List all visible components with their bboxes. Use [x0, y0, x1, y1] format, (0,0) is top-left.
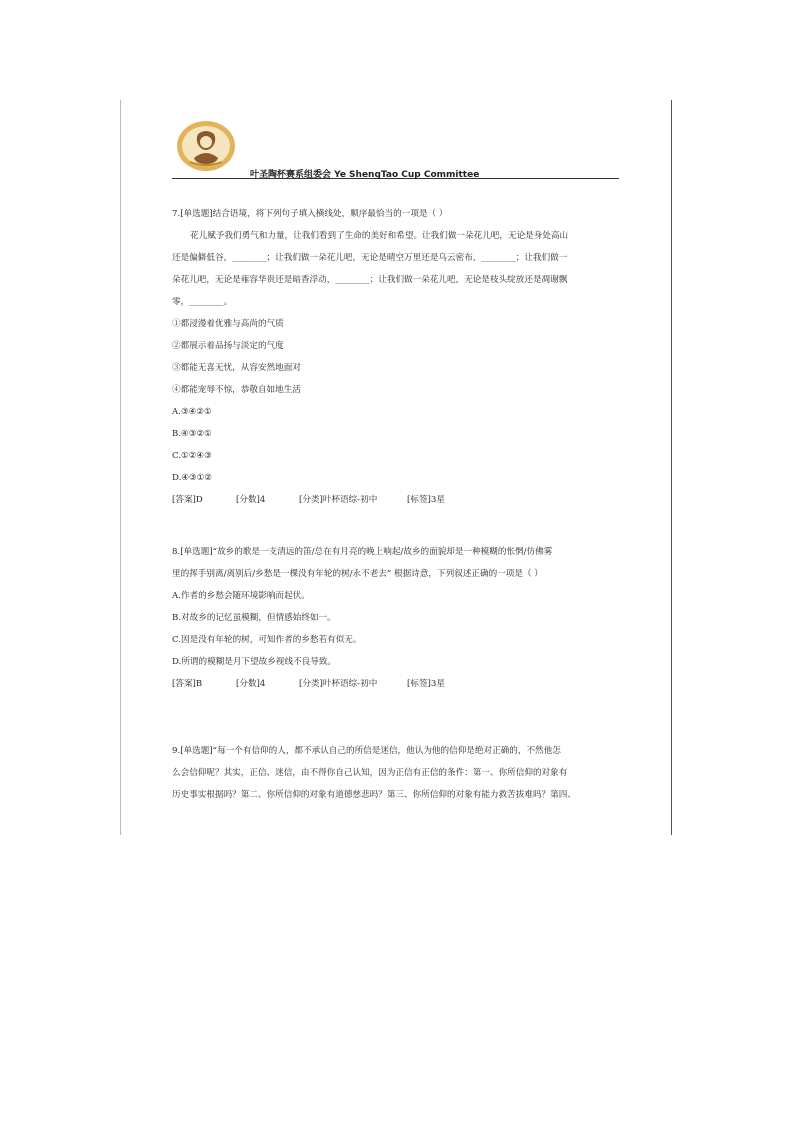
question-7-statement: ①都浸漫着优雅与高尚的气质 — [172, 319, 284, 329]
question-8-option-d: D.所谓的模糊是月下望故乡视线不良导致。 — [172, 657, 337, 667]
question-7-statement: ②都展示着品扬与淡定的气度 — [172, 341, 284, 351]
category-label: [分类]叶杯语综-初中 — [299, 679, 378, 689]
tag-label: [标签]3星 — [407, 495, 445, 505]
question-9-stem-line: 么会信仰呢？其实，正信、迷信，由不得你自己认知，因为正信有正信的条件：第一、你所信仰的对象有 — [172, 768, 568, 778]
category-label: [分类]叶杯语综-初中 — [299, 495, 378, 505]
question-8-stem-line: 里的挥手别离/离别后/乡愁是一棵没有年轮的树/永不老去” 根据诗意，下列叙述正确的一项是（ ） — [172, 569, 543, 579]
answer-label: [答案]D — [172, 495, 203, 505]
question-7-statement: ③都能无喜无忧，从容安然地面对 — [172, 363, 301, 373]
committee-logo — [176, 120, 236, 172]
question-7 — [172, 203, 622, 511]
question-7-passage-line: 朵花儿吧，无论是雍容华贵还是暗香浮动，________；让我们做一朵花儿吧，无论是枝头绽放还是凋谢飘 — [172, 275, 568, 285]
page-right-border — [671, 100, 672, 835]
question-7-stem: 7.[单选题]结合语境，将下列句子填入横线处，顺序最恰当的一项是（ ） — [172, 209, 448, 219]
question-7-option-d: D.④③①② — [172, 473, 213, 483]
question-9-stem-line: 历史事实根据吗？第二、你所信仰的对象有道德慈悲吗？第三、你所信仰的对象有能力救苦拔难吗？第四、 — [172, 790, 576, 800]
score-label: [分数]4 — [236, 679, 266, 689]
tag-label: [标签]3星 — [407, 679, 445, 689]
answer-label: [答案]B — [172, 679, 203, 689]
question-8 — [172, 541, 622, 695]
question-8-stem-line: 8.[单选题]“故乡的歌是一支清远的笛/总在有月亮的晚上响起/故乡的面貌却是一种模糊的怅惘/仿佛雾 — [172, 547, 553, 557]
question-9-stem-line: 9.[单选题]“每一个有信仰的人，都不承认自己的所信是迷信，他认为他的信仰是绝对正确的，不然他怎 — [172, 746, 561, 756]
question-8-option-c: C.因是没有年轮的树，可知作者的乡愁若有似无。 — [172, 635, 362, 645]
question-7-meta — [172, 489, 622, 511]
question-7-passage-line: 零，________。 — [172, 297, 233, 307]
question-7-passage-line: 花儿赋予我们勇气和力量，让我们看到了生命的美好和希望。让我们做一朵花儿吧，无论是身处高山 — [190, 231, 569, 241]
question-7-statement: ④都能宠辱不惊，恭敬自如地生活 — [172, 385, 301, 395]
question-8-option-a: A.作者的乡愁会随环境影响而起伏。 — [172, 591, 310, 601]
question-8-meta — [172, 673, 622, 695]
question-7-passage-line: 还是偏僻低谷，________；让我们做一朵花儿吧，无论是晴空万里还是乌云密布，________；让我们做一 — [172, 253, 568, 263]
committee-title: 叶圣陶杯赛系组委会 Ye ShengTao Cup Committee — [250, 170, 480, 180]
question-7-option-a: A.③④②① — [172, 407, 212, 417]
page-left-border — [120, 100, 121, 835]
score-label: [分数]4 — [236, 495, 266, 505]
question-7-option-c: C.①②④③ — [172, 451, 212, 461]
question-8-option-b: B.对故乡的记忆虽模糊，但情感始终如一。 — [172, 613, 336, 623]
question-9 — [172, 740, 622, 806]
question-7-option-b: B.④③②① — [172, 429, 212, 439]
